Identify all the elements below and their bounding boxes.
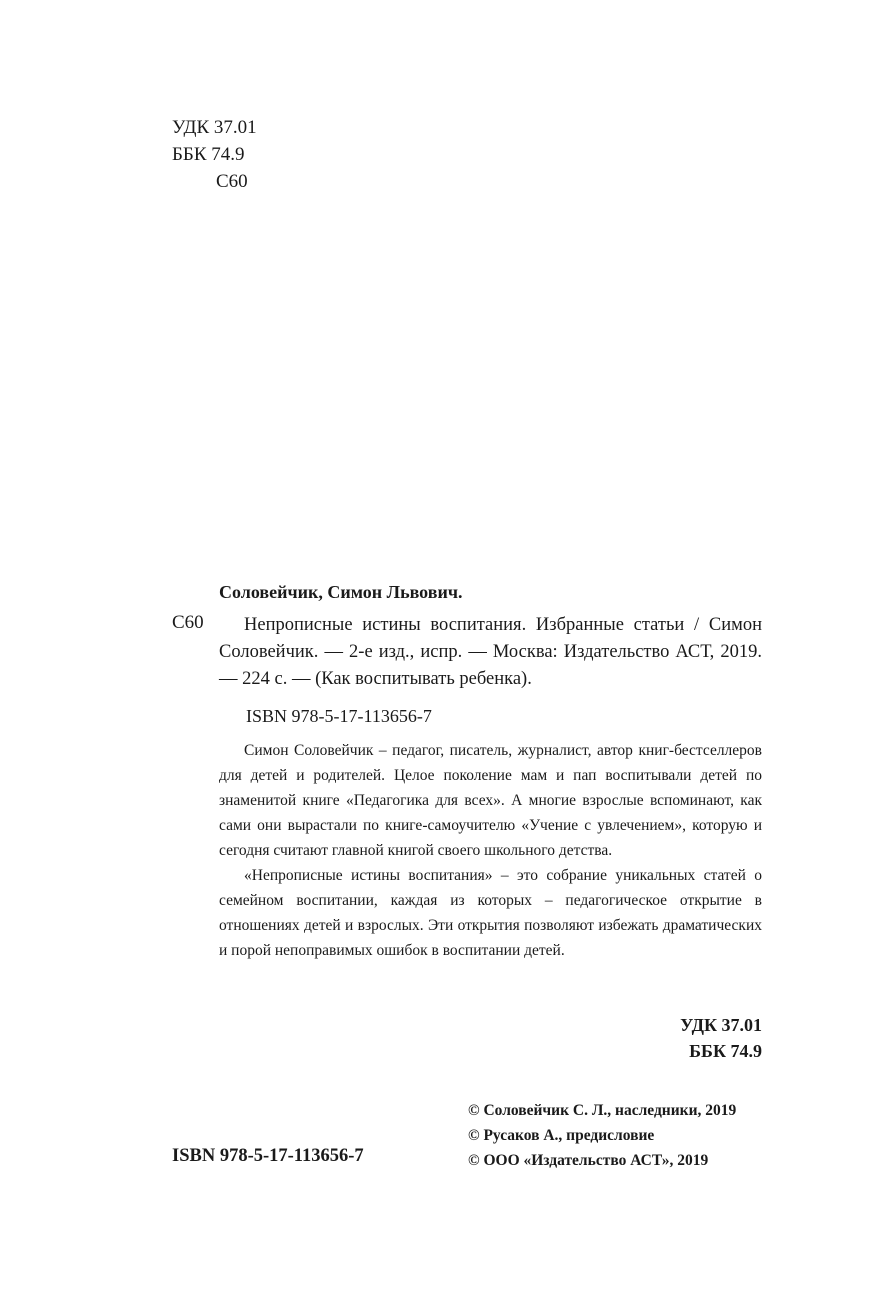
catalog-isbn: ISBN 978-5-17-113656-7 bbox=[246, 706, 432, 726]
copyright-line: © Соловейчик С. Л., наследники, 2019 bbox=[468, 1102, 737, 1119]
bbk-code: ББК 74.9 bbox=[172, 144, 245, 165]
catalog-author: Соловейчик, Симон Львович. bbox=[219, 582, 463, 602]
footer-bbk-code: ББК 74.9 bbox=[689, 1041, 762, 1061]
header-classification-codes bbox=[172, 114, 257, 195]
isbn-bottom: ISBN 978-5-17-113656-7 bbox=[172, 1146, 364, 1166]
catalog-author-sign: С60 bbox=[172, 612, 204, 633]
book-abstract bbox=[219, 738, 762, 963]
copyright-line: © Русаков А., предисловие bbox=[468, 1127, 655, 1144]
footer-udk-code: УДК 37.01 bbox=[680, 1015, 762, 1035]
copyright-line: © ООО «Издательство АСТ», 2019 bbox=[468, 1152, 709, 1169]
author-sign: С60 bbox=[216, 171, 248, 192]
bibliographic-description bbox=[219, 612, 762, 693]
udk-code: УДК 37.01 bbox=[172, 117, 257, 138]
bibliographic-text: Непрописные истины воспитания. Избранные статьи / Симон Соловейчик. — 2-е изд., испр. — Москва: Издательство АСТ, 2019. — 224 с. — (Как воспитывать ребенка). bbox=[219, 615, 762, 689]
abstract-paragraph: «Непрописные истины воспитания» – это собрание уникальных статей о семейном воспитании, каждая из которых – педагогическое открытие в отношениях детей и взрослых. Эти открытия позволяют избежать драматических и порой непоправимых ошибок в воспитании детей. bbox=[219, 867, 762, 959]
copyright-notices bbox=[468, 1098, 736, 1173]
footer-classification-codes bbox=[590, 1012, 762, 1064]
abstract-paragraph: Симон Соловейчик – педагог, писатель, журналист, автор книг-бестселлеров для детей и родителей. Целое поколение мам и пап воспитывали детей по знаменитой книге «Педагогика для всех». А многие взрослые вспоминают, как сами они вырастали по книге-самоучителю «Учение с увлечением», которую и сегодня считают главной книгой своего школьного детства. bbox=[219, 742, 762, 859]
